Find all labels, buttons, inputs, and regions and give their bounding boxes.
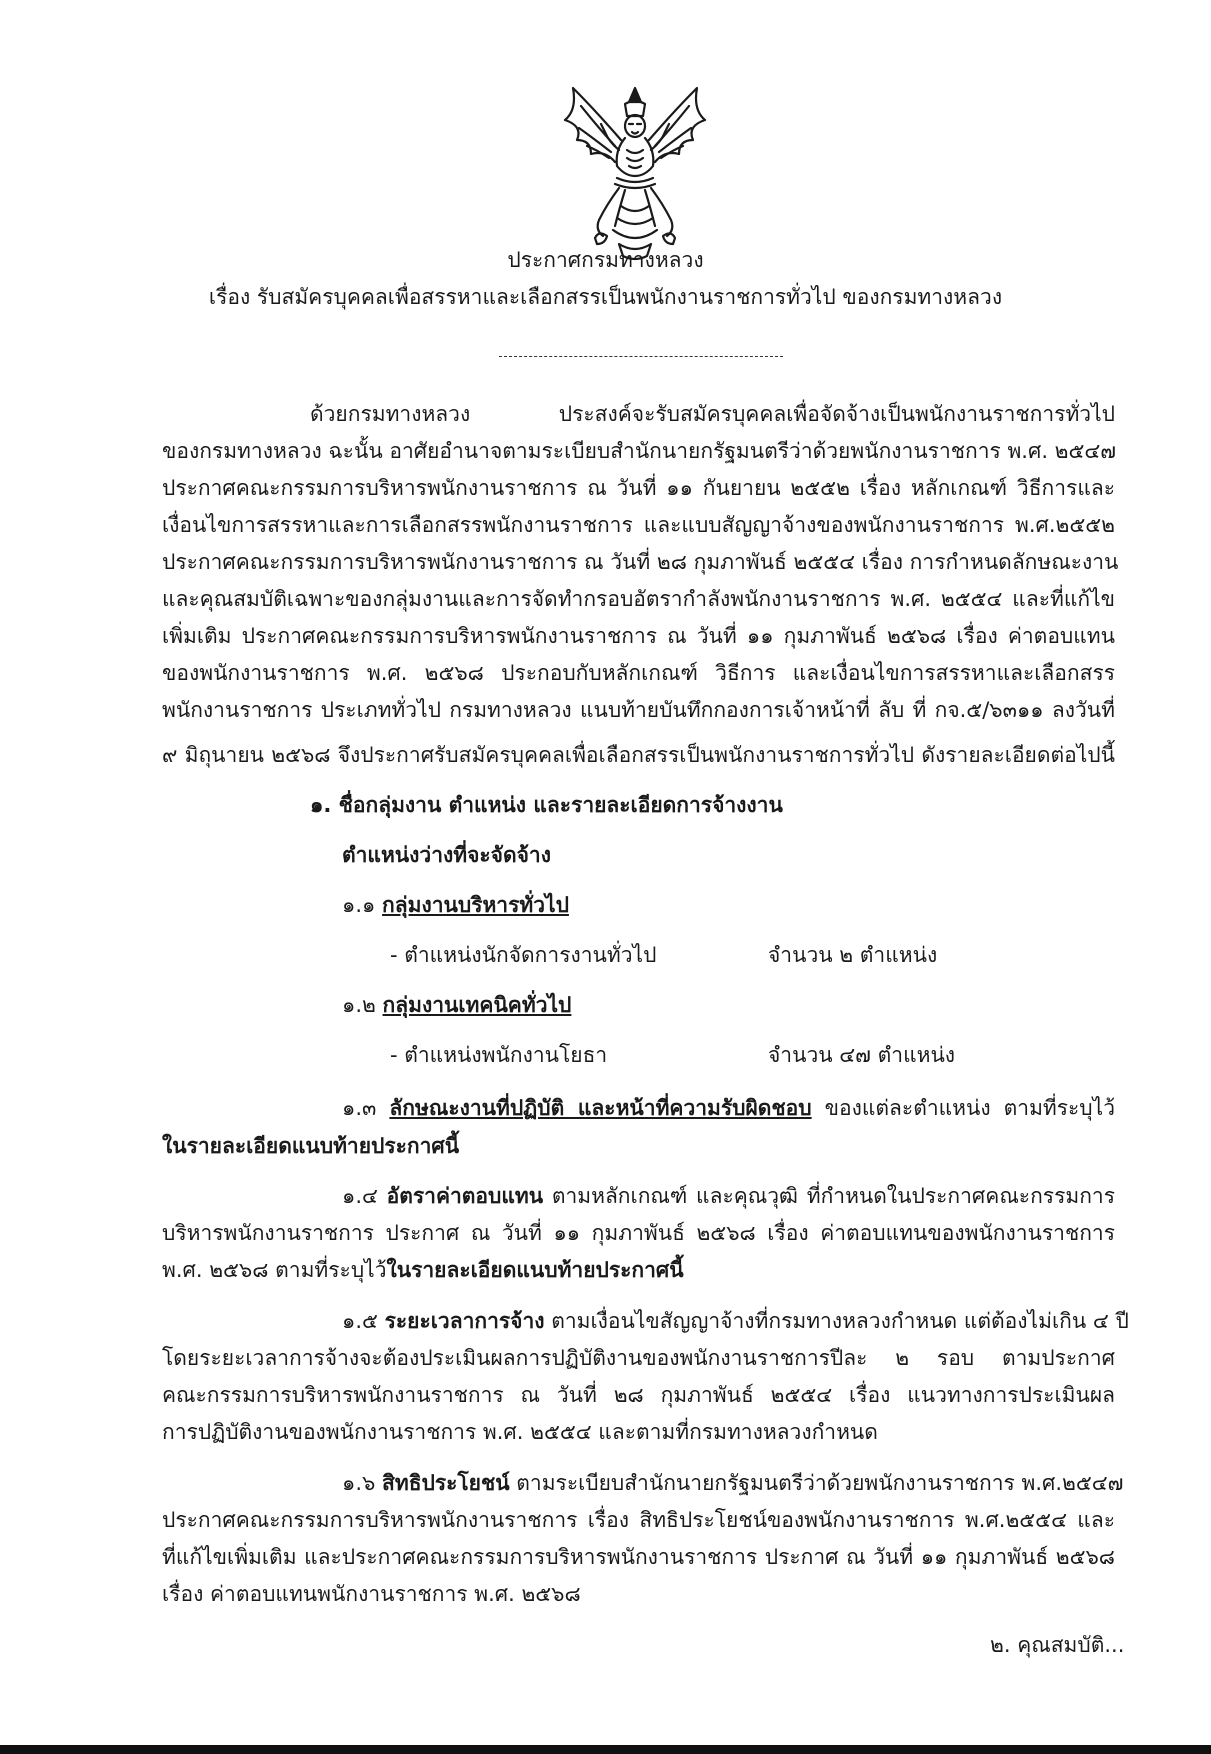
preamble-line-1: ด้วยกรมทางหลวง ประสงค์จะรับสมัครบุคคลเพื่อจัดจ้างเป็นพนักงานราชการทั่วไป: [310, 402, 1115, 426]
preamble-line-10: ๙ มิถุนายน ๒๕๖๘ จึงประกาศรับสมัครบุคคลเพื่อเลือกสรรเป็นพนักงานราชการทั่วไป ดังรายละเอียดต่อไปนี้: [162, 743, 1115, 767]
announcement-title: ประกาศกรมทางหลวง: [507, 248, 704, 272]
section-1-4-number: ๑.๔: [342, 1184, 378, 1208]
group-2-count: จำนวน ๔๗ ตำแหน่ง: [768, 1043, 956, 1067]
preamble-line-5: ประกาศคณะกรรมการบริหารพนักงานราชการ ณ วันที่ ๒๘ กุมภาพันธ์ ๒๕๕๔ เรื่อง การกำหนดลักษณะงาน: [162, 550, 1119, 574]
section-1-4-line-1: [342, 1181, 1115, 1211]
section-1-heading: ๑. ชื่อกลุ่มงาน ตำแหน่ง และรายละเอียดการจ้างงาน: [310, 793, 783, 817]
section-1-4-line-2: บริหารพนักงานราชการ ประกาศ ณ วันที่ ๑๑ กุมภาพันธ์ ๒๕๖๘ เรื่อง ค่าตอบแทนของพนักงานราชการ: [162, 1221, 1115, 1245]
section-1-4-line-3: [162, 1255, 684, 1285]
section-1-4-text: ตามหลักเกณฑ์ และคุณวุฒิ ที่กำหนดในประกาศคณะกรรมการ: [543, 1184, 1115, 1208]
scan-bottom-edge: [0, 1745, 1211, 1754]
group-2-name: กลุ่มงานเทคนิคทั่วไป: [382, 993, 572, 1017]
section-1-6-line-2: ประกาศคณะกรรมการบริหารพนักงานราชการ เรื่อง สิทธิประโยชน์ของพนักงานราชการ พ.ศ.๒๕๕๔ และ: [162, 1508, 1115, 1532]
section-1-6-text: ตามระเบียบสำนักนายกรัฐมนตรีว่าด้วยพนักงานราชการ พ.ศ.๒๕๔๗: [509, 1471, 1124, 1495]
preamble-line-8: ของพนักงานราชการ พ.ศ. ๒๕๖๘ ประกอบกับหลักเกณฑ์ วิธีการ และเงื่อนไขการสรรหาและเลือกสรร: [162, 661, 1115, 685]
section-1-6-line-1: [342, 1468, 1124, 1498]
title-separator: [499, 356, 783, 357]
preamble-line-7: เพิ่มเติม ประกาศคณะกรรมการบริหารพนักงานราชการ ณ วันที่ ๑๑ กุมภาพันธ์ ๒๕๖๘ เรื่อง ค่าตอบแทน: [162, 624, 1115, 648]
announcement-subject: เรื่อง รับสมัครบุคคลเพื่อสรรหาและเลือกสรรเป็นพนักงานราชการทั่วไป ของกรมทางหลวง: [208, 285, 1003, 309]
group-2-heading: [342, 990, 571, 1020]
section-1-5-line-2: โดยระยะเวลาการจ้างจะต้องประเมินผลการปฏิบัติงานของพนักงานราชการปีละ ๒ รอบ ตามประกาศ: [162, 1346, 1115, 1370]
section-1-4-line-3-text: พ.ศ. ๒๕๖๘ ตามที่ระบุไว้: [162, 1258, 387, 1282]
section-1-5-line-3: คณะกรรมการบริหารพนักงานราชการ ณ วันที่ ๒๘ กุมภาพันธ์ ๒๕๕๔ เรื่อง แนวทางการประเมินผล: [162, 1383, 1115, 1407]
section-1-3-line-2: ในรายละเอียดแนบท้ายประกาศนี้: [162, 1134, 460, 1158]
preamble-line-9: พนักงานราชการ ประเภททั่วไป กรมทางหลวง แนบท้ายบันทึกกองการเจ้าหน้าที่ ลับ ที่ กจ.๕/๖๓๑๑ ลงวันที่: [162, 698, 1115, 722]
section-1-4-line-3-bold: ในรายละเอียดแนบท้ายประกาศนี้: [386, 1258, 684, 1282]
preamble-line-4: เงื่อนไขการสรรหาและการเลือกสรรพนักงานราชการ และแบบสัญญาจ้างของพนักงานราชการ พ.ศ.๒๕๕๒: [162, 513, 1115, 537]
section-1-6-title: สิทธิประโยชน์: [382, 1471, 510, 1495]
group-1-number: ๑.๑: [342, 893, 376, 917]
section-1-5-line-1: [342, 1306, 1129, 1336]
section-1-6-line-3: ที่แก้ไขเพิ่มเติม และประกาศคณะกรรมการบริหารพนักงานราชการ ประกาศ ณ วันที่ ๑๑ กุมภาพันธ์ ๒๕๖๘: [162, 1545, 1115, 1569]
section-1-3-line-1: [342, 1093, 1115, 1123]
vacancy-heading: ตำแหน่งว่างที่จะจัดจ้าง: [342, 843, 551, 867]
garuda-emblem-icon: [555, 80, 715, 265]
group-1-name: กลุ่มงานบริหารทั่วไป: [382, 893, 569, 917]
section-1-5-title: ระยะเวลาการจ้าง: [384, 1309, 545, 1333]
preamble-line-2: ของกรมทางหลวง ฉะนั้น อาศัยอำนาจตามระเบียบสำนักนายกรัฐมนตรีว่าด้วยพนักงานราชการ พ.ศ. ๒๕๔๗: [162, 439, 1117, 463]
continued-note: ๒. คุณสมบัติ...: [990, 1633, 1125, 1657]
section-1-4-title: อัตราค่าตอบแทน: [386, 1184, 544, 1208]
section-1-3-title: ลักษณะงานที่ปฏิบัติ และหน้าที่ความรับผิดชอบ: [389, 1096, 812, 1120]
group-1-count: จำนวน ๒ ตำแหน่ง: [768, 943, 938, 967]
section-1-5-text: ตามเงื่อนไขสัญญาจ้างที่กรมทางหลวงกำหนด แต่ต้องไม่เกิน ๔ ปี: [544, 1309, 1129, 1333]
group-2-position: - ตำแหน่งพนักงานโยธา: [390, 1043, 608, 1067]
section-1-3-number: ๑.๓: [342, 1096, 377, 1120]
section-1-6-number: ๑.๖: [342, 1471, 376, 1495]
preamble-line-3: ประกาศคณะกรรมการบริหารพนักงานราชการ ณ วันที่ ๑๑ กันยายน ๒๕๕๒ เรื่อง หลักเกณฑ์ วิธีการและ: [162, 476, 1115, 500]
section-1-5-line-4: การปฏิบัติงานของพนักงานราชการ พ.ศ. ๒๕๕๔ และตามที่กรมทางหลวงกำหนด: [162, 1420, 878, 1444]
section-1-6-line-4: เรื่อง ค่าตอบแทนพนักงานราชการ พ.ศ. ๒๕๖๘: [162, 1582, 581, 1606]
section-1-5-number: ๑.๕: [342, 1309, 378, 1333]
section-1-3-text: ของแต่ละตำแหน่ง ตามที่ระบุไว้: [811, 1096, 1115, 1120]
group-2-number: ๑.๒: [342, 993, 376, 1017]
preamble-line-6: และคุณสมบัติเฉพาะของกลุ่มงานและการจัดทำกรอบอัตรากำลังพนักงานราชการ พ.ศ. ๒๕๕๔ และที่แก้ไข: [162, 587, 1115, 611]
group-1-heading: [342, 890, 569, 920]
group-1-position: - ตำแหน่งนักจัดการงานทั่วไป: [390, 943, 657, 967]
